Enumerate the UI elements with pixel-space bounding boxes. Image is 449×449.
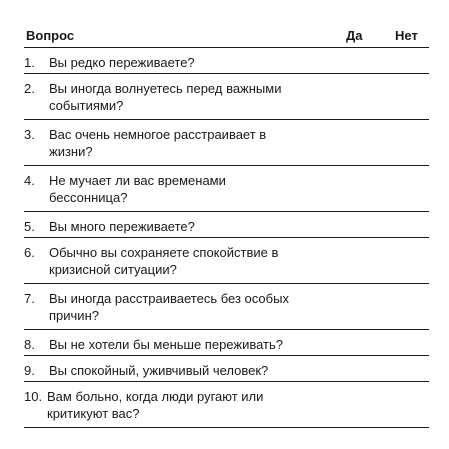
- table-row: [24, 48, 429, 74]
- table-row: [24, 166, 429, 212]
- row-number: 3.: [24, 127, 35, 142]
- row-number: 5.: [24, 219, 35, 234]
- table-row: [24, 382, 429, 428]
- table-row: [24, 120, 429, 166]
- row-question: Вы не хотели бы меньше переживать?: [49, 337, 284, 352]
- row-question: Вам больно, когда люди ругают или критикуют вас?: [47, 389, 264, 421]
- header-yes: Да: [346, 28, 363, 43]
- row-number: 1.: [24, 55, 35, 70]
- row-question: Не мучает ли вас временами бессонница?: [49, 173, 226, 205]
- table-row: [24, 284, 429, 330]
- table-row: [24, 74, 429, 120]
- row-number: 7.: [24, 291, 35, 306]
- row-number: 4.: [24, 173, 35, 188]
- header-question: Вопрос: [26, 28, 75, 43]
- table-row: [24, 356, 429, 382]
- header-no: Нет: [395, 28, 418, 43]
- row-number: 6.: [24, 245, 35, 260]
- row-number: 2.: [24, 81, 35, 96]
- table-header: [24, 22, 429, 48]
- row-question: Вы много переживаете?: [49, 219, 195, 234]
- row-number: 10.: [24, 389, 43, 404]
- row-number: 8.: [24, 337, 35, 352]
- questionnaire-table: [24, 22, 429, 428]
- table-row: [24, 212, 429, 238]
- row-question: Вы иногда расстраиваетесь без особых причин?: [49, 291, 289, 323]
- row-number: 9.: [24, 363, 35, 378]
- row-question: Вы спокойный, уживчивый человек?: [49, 363, 269, 378]
- row-question: Обычно вы сохраняете спокойствие в кризисной ситуации?: [49, 245, 279, 277]
- table-row: [24, 330, 429, 356]
- row-question: Вы редко переживаете?: [49, 55, 195, 70]
- row-question: Вы иногда волнуетесь перед важными событиями?: [49, 81, 282, 113]
- row-question: Вас очень немногое расстраивает в жизни?: [49, 127, 267, 159]
- table-row: [24, 238, 429, 284]
